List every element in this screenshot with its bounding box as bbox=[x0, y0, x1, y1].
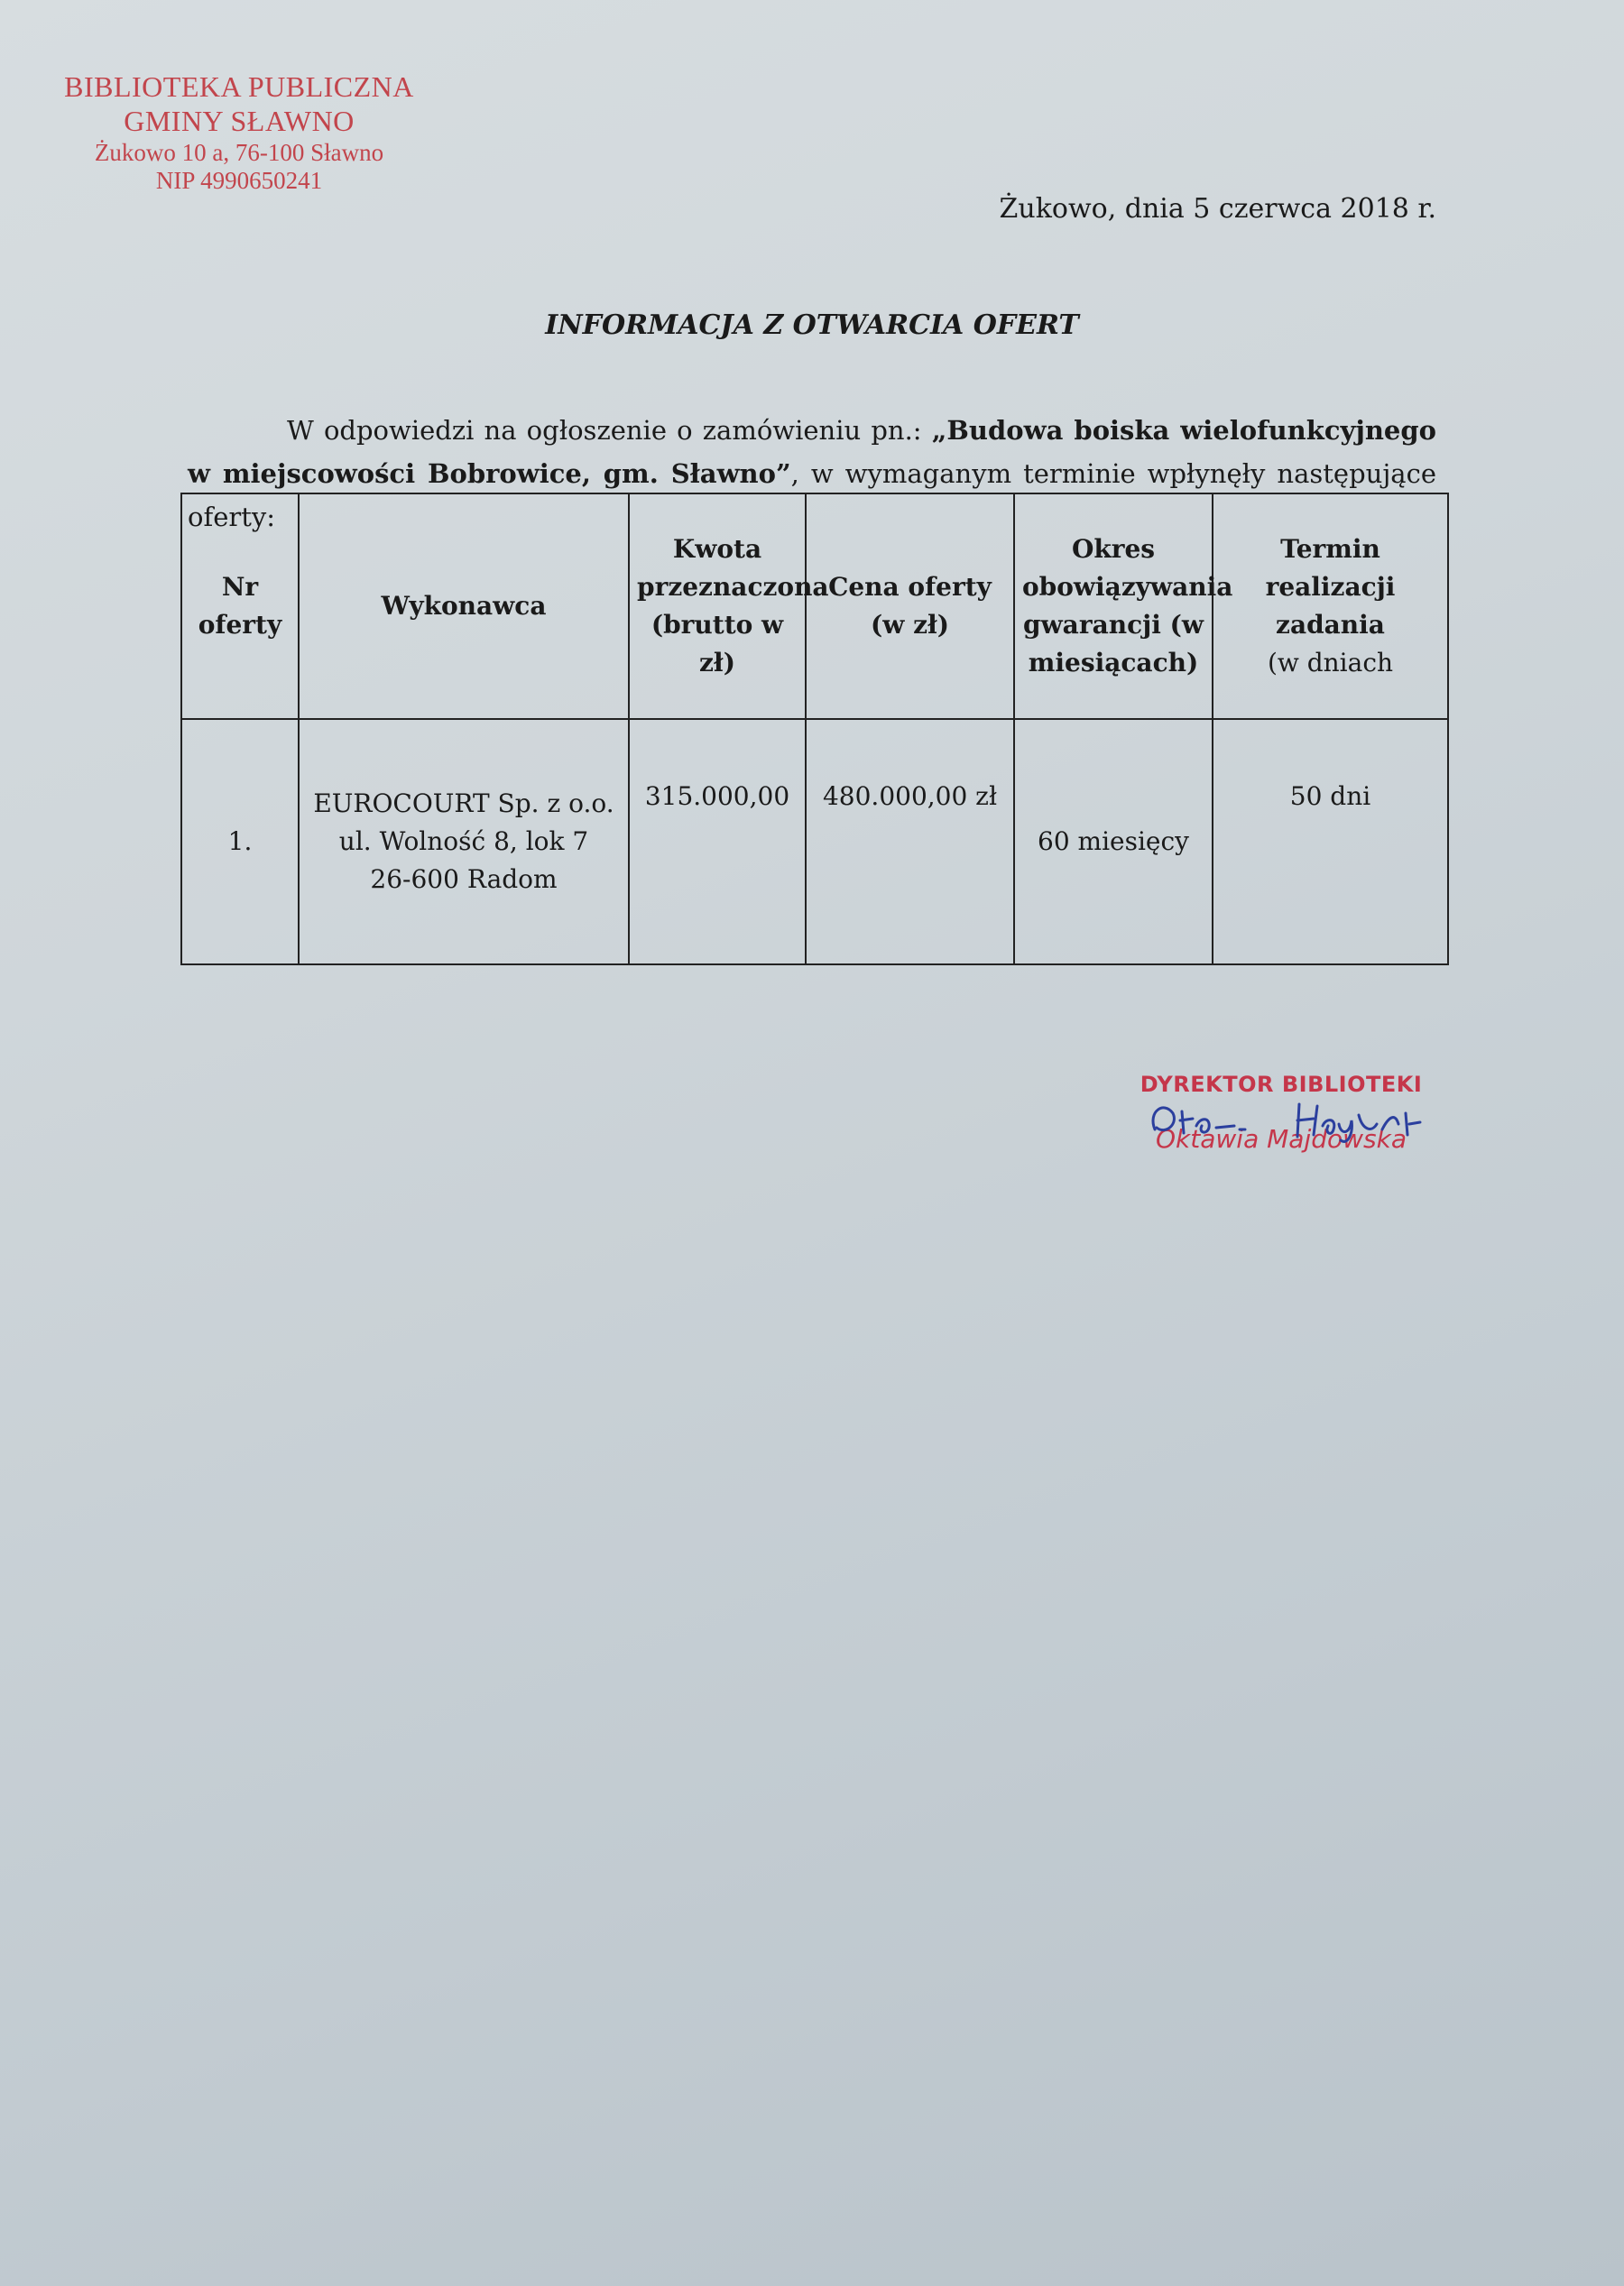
header-term-main: Termin realizacji zadania bbox=[1265, 534, 1396, 640]
intro-project-name: „Budowa boiska wielofunkcyjnego w miejscowości Bobrowice, gm. Sławno” bbox=[188, 415, 1436, 489]
contractor-city: 26-600 Radom bbox=[370, 864, 558, 894]
library-stamp bbox=[36, 70, 442, 196]
handwritten-signature bbox=[1146, 1093, 1435, 1144]
table-header-row bbox=[181, 493, 1448, 719]
header-price: Cena oferty (w zł) bbox=[806, 493, 1014, 719]
cell-term: 50 dni bbox=[1213, 719, 1448, 964]
header-term bbox=[1213, 493, 1448, 719]
intro-suffix: , w wymaganym terminie wpłynęły następujące oferty: bbox=[188, 458, 1437, 532]
header-warranty: Okres obowiązywania gwarancji (w miesiącach) bbox=[1014, 493, 1213, 719]
document-title: INFORMACJA Z OTWARCIA OFERT bbox=[545, 309, 1079, 341]
signature-name: Oktawia Majdowska bbox=[1156, 1124, 1407, 1154]
header-term-sub: (w dniach bbox=[1267, 648, 1394, 678]
document-date: Żukowo, dnia 5 czerwca 2018 r. bbox=[999, 193, 1436, 225]
stamp-line-2: GMINY SŁAWNO bbox=[124, 104, 355, 137]
contractor-street: ul. Wolność 8, lok 7 bbox=[338, 826, 589, 856]
intro-prefix: W odpowiedzi na ogłoszenie o zamówieniu pn.: bbox=[287, 415, 932, 446]
offers-table bbox=[180, 493, 1449, 965]
cell-price: 480.000,00 zł bbox=[806, 719, 1014, 964]
stamp-address: Żukowo 10 a, 76-100 Sławno bbox=[94, 138, 384, 166]
cell-amount: 315.000,00 bbox=[629, 719, 806, 964]
header-nr: Nr oferty bbox=[181, 493, 299, 719]
table-row bbox=[181, 719, 1448, 964]
stamp-nip: NIP 4990650241 bbox=[155, 167, 323, 195]
stamp-line-1: BIBLIOTEKA PUBLICZNA bbox=[64, 70, 414, 103]
contractor-name: EUROCOURT Sp. z o.o. bbox=[313, 788, 614, 818]
signature-role: DYREKTOR BIBLIOTEKI bbox=[1140, 1072, 1423, 1097]
header-contractor: Wykonawca bbox=[299, 493, 629, 719]
cell-nr: 1. bbox=[181, 719, 299, 964]
cell-warranty: 60 miesięcy bbox=[1014, 719, 1213, 964]
header-amount: Kwota przeznaczona (brutto w zł) bbox=[629, 493, 806, 719]
cell-contractor bbox=[299, 719, 629, 964]
